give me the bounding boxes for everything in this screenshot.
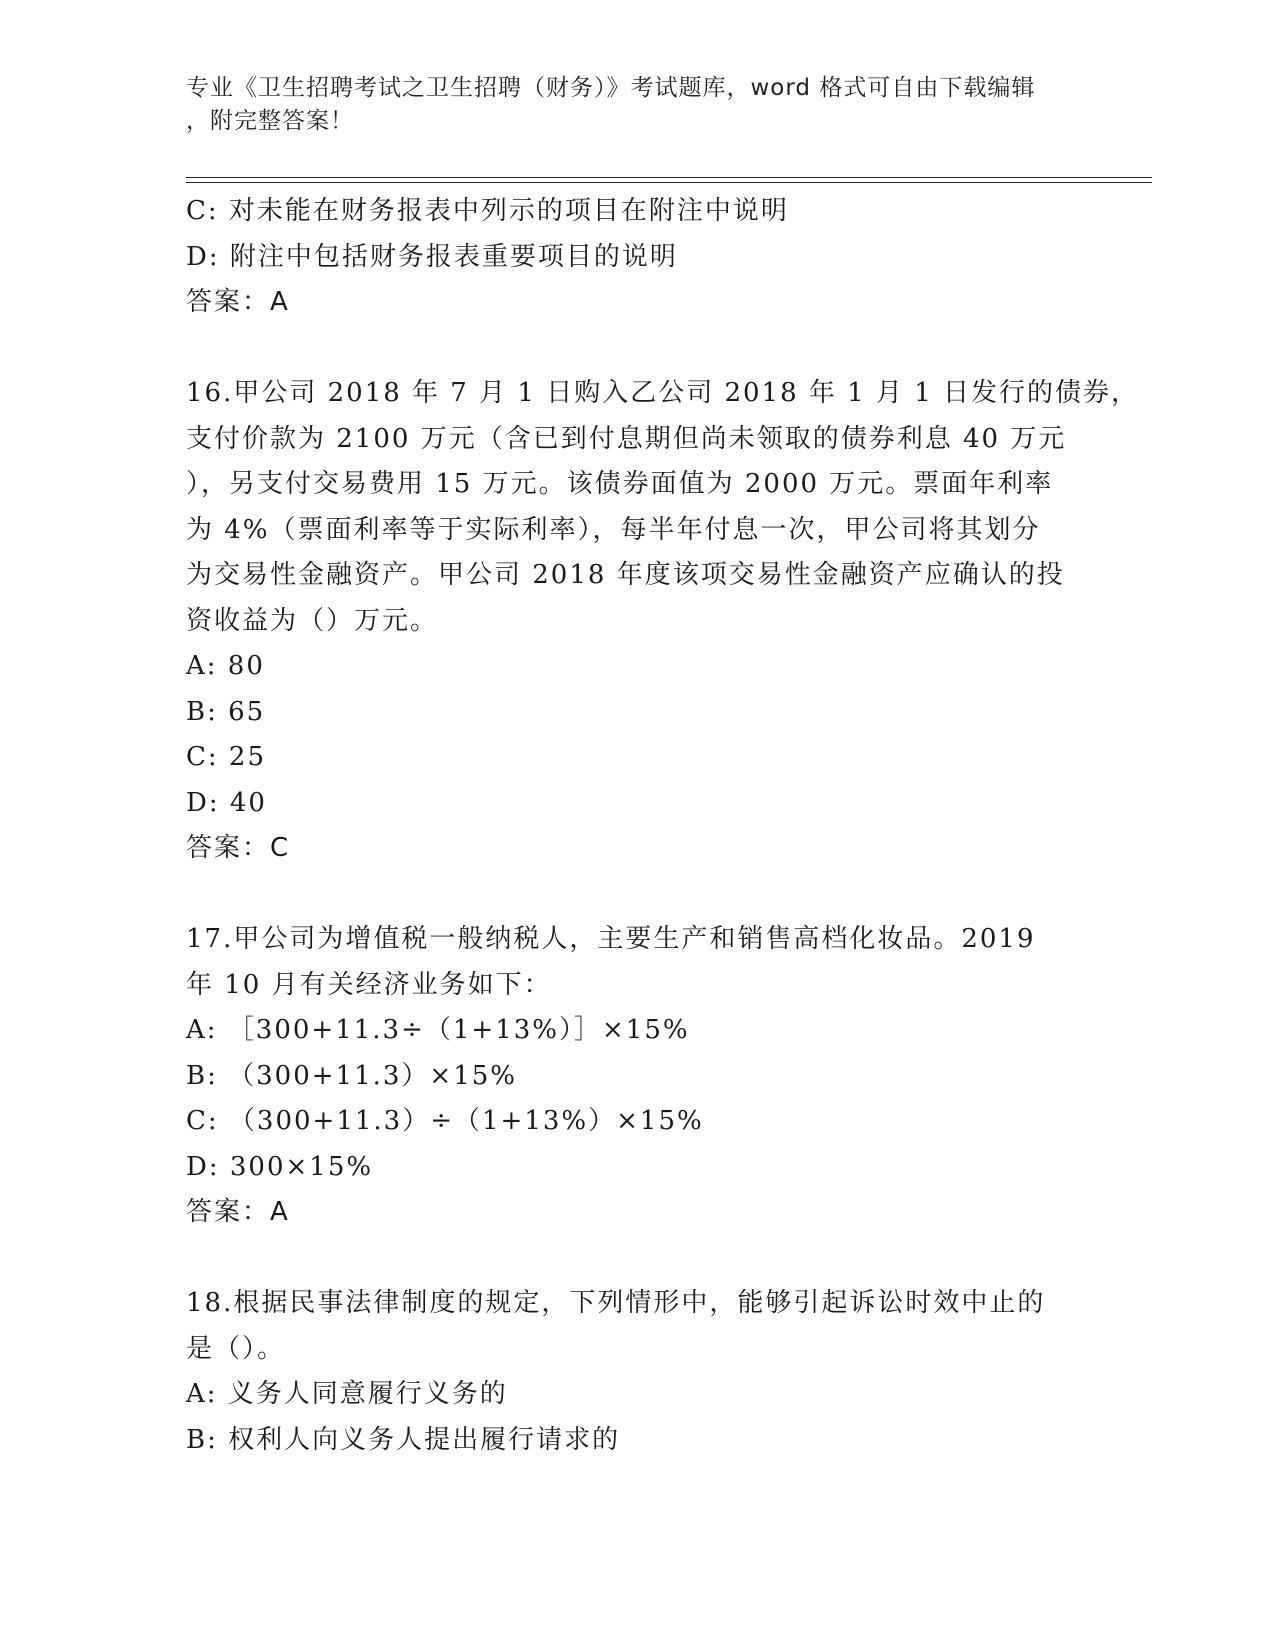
question-18 [186, 1281, 1086, 1463]
header-line-2: ，附完整答案！ [186, 108, 354, 134]
question-17-option-d: D: 300×15% [186, 1151, 374, 1182]
question-16-option-c: C: 25 [186, 742, 267, 772]
question-17-option-a: A: ［300+11.3÷（1+13%）］×15% [186, 1015, 690, 1045]
question-content [186, 189, 1140, 1463]
question-17-line-1: 17.甲公司为增值税一般纳税人，主要生产和销售高档化妆品。2019 [186, 924, 1036, 954]
question-16-line-1: 16.甲公司 2018 年 7 月 1 日购入乙公司 2018 年 1 月 1 日发行的债券， [186, 378, 1140, 408]
question-17-answer: 答案：A [186, 1197, 290, 1227]
question-17-option-c: C: （300+11.3）÷（1+13%）×15% [186, 1106, 704, 1136]
header-rule-top [186, 177, 1152, 178]
question-16-line-6: 资收益为（）万元。 [186, 605, 439, 636]
question-16-line-4: 为 4%（票面利率等于实际利率），每半年付息一次，甲公司将其划分 [186, 514, 1041, 545]
prev-option-c: C: 对未能在财务报表中列示的项目在附注中说明 [186, 196, 789, 226]
question-16-line-3: ），另支付交易费用 15 万元。该债券面值为 2000 万元。票面年利率 [186, 469, 1054, 499]
question-18-line-2: 是（）。 [186, 1333, 286, 1364]
question-16-option-d: D: 40 [186, 787, 267, 818]
prev-option-d: D: 附注中包括财务报表重要项目的说明 [186, 241, 678, 272]
question-17-option-b: B: （300+11.3）×15% [186, 1060, 518, 1091]
question-17-line-2: 年 10 月有关经济业务如下： [186, 969, 552, 1000]
question-16-line-2: 支付价款为 2100 万元（含已到付息期但尚未领取的债券利息 40 万元 [186, 423, 1067, 454]
question-16-option-b: B: 65 [186, 696, 266, 727]
question-16-option-a: A: 80 [186, 651, 265, 681]
document-header [186, 72, 1066, 138]
question-16-line-5: 为交易性金融资产。甲公司 2018 年度该项交易性金融资产应确认的投 [186, 560, 1065, 590]
prev-answer: 答案：A [186, 287, 290, 317]
question-16 [186, 371, 1140, 872]
question-18-option-a: A: 义务人同意履行义务的 [186, 1379, 508, 1409]
question-17 [186, 917, 1086, 1236]
header-rule-bottom [186, 182, 1152, 183]
question-18-option-b: B: 权利人向义务人提出履行请求的 [186, 1424, 621, 1455]
header-line-1: 专业《卫生招聘考试之卫生招聘（财务）》考试题库，word 格式可自由下载编辑 [186, 75, 1036, 101]
question-16-answer: 答案：C [186, 833, 291, 863]
question-18-line-1: 18.根据民事法律制度的规定，下列情形中，能够引起诉讼时效中止的 [186, 1288, 1046, 1318]
